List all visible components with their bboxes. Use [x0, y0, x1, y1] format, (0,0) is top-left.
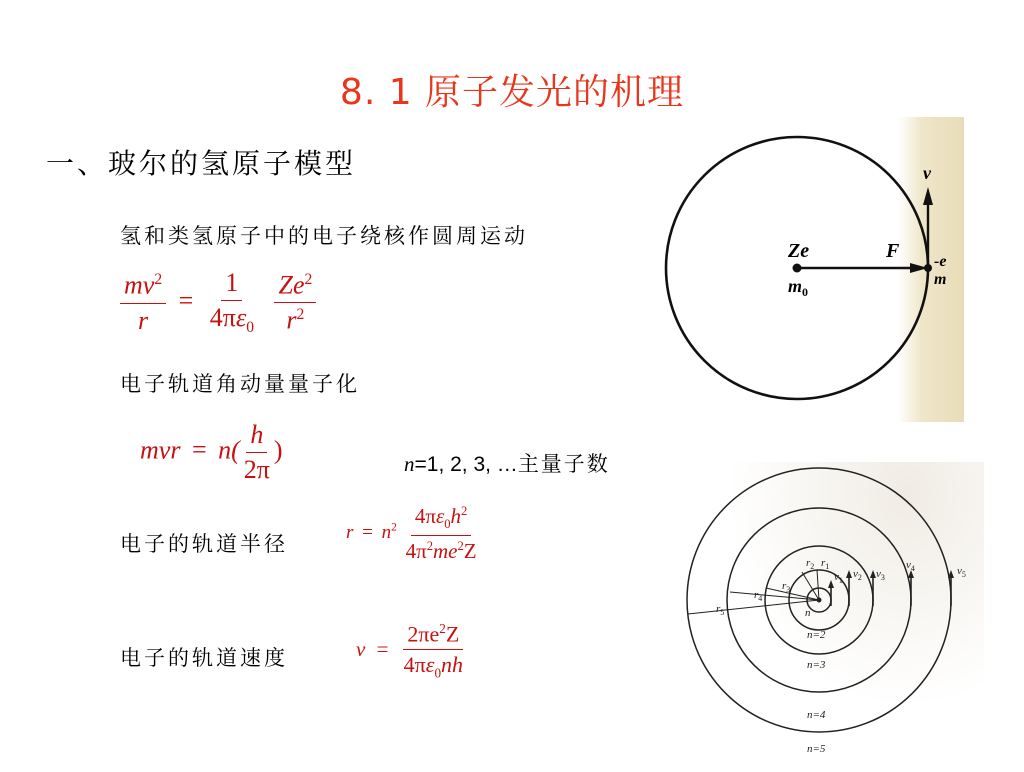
orbit-label-n3: n=3 [807, 659, 826, 671]
electron-dot [924, 264, 932, 272]
velocity-label-4: $v_4$ [906, 559, 915, 573]
orbit-label-n1: n [805, 607, 811, 619]
statement-angular-momentum: 电子轨道角动量量子化 [120, 372, 360, 396]
equation-force-balance: $\frac{mv^2}{r}$ = $\frac{1}{4\pi\varepsilon_0}$ $\frac{Ze^2}{r^2}$ [120, 270, 316, 336]
force-label: F [886, 240, 900, 262]
statement-circular-motion: 氢和类氢原子中的电子绕核作圆周运动 [120, 224, 528, 248]
nucleus-label: Ze [788, 240, 810, 262]
label-orbit-radius: 电子的轨道半径 [120, 532, 288, 556]
radius-label-1: $r_1$ [821, 557, 830, 571]
equation-orbit-radius: $r = n^2$ $\frac{4\pi\varepsilon_0h^2}{4\pi^2me^2Z}$ [346, 504, 477, 563]
orbit-label-n2: n=2 [807, 629, 826, 641]
orbit-label-n4: n=4 [807, 709, 826, 721]
label-orbit-velocity: 电子的轨道速度 [120, 646, 288, 670]
section-heading: 一、玻尔的氢原子模型 [46, 147, 357, 180]
radius-label-2: $r_2$ [806, 557, 815, 571]
slide-title: 8. 1 原子发光的机理 [339, 72, 685, 113]
figure-bohr-orbit [664, 117, 964, 422]
nucleus-mass-label: $m_0$ [788, 276, 809, 299]
principal-quantum-number-note: n=1, 2, 3, …主量子数 [404, 452, 610, 476]
velocity-label-5: $v_5$ [957, 565, 966, 579]
velocity-label-1: $v_1$ [834, 571, 843, 585]
charge-label: -e [934, 253, 947, 270]
orbit-label-n5: n=5 [807, 743, 826, 755]
velocity-label: v [923, 163, 931, 183]
velocity-label-2: $v_2$ [853, 568, 862, 582]
radius-label-3: $r_3$ [782, 580, 791, 594]
velocity-label-3: $v_3$ [876, 568, 885, 582]
electron-mass-label: m [934, 271, 947, 288]
figure-orbit-levels [678, 462, 984, 768]
radius-label-4: $r_4$ [754, 589, 763, 603]
radius-label-5: $r_5$ [716, 603, 725, 617]
equation-orbit-velocity: v = $\frac{2\pi e^2Z}{4\pi\varepsilon_0nh}$ [356, 621, 464, 681]
equation-angular-momentum: mvr = n( $\frac{h}{2\pi}$ ) [140, 420, 283, 484]
